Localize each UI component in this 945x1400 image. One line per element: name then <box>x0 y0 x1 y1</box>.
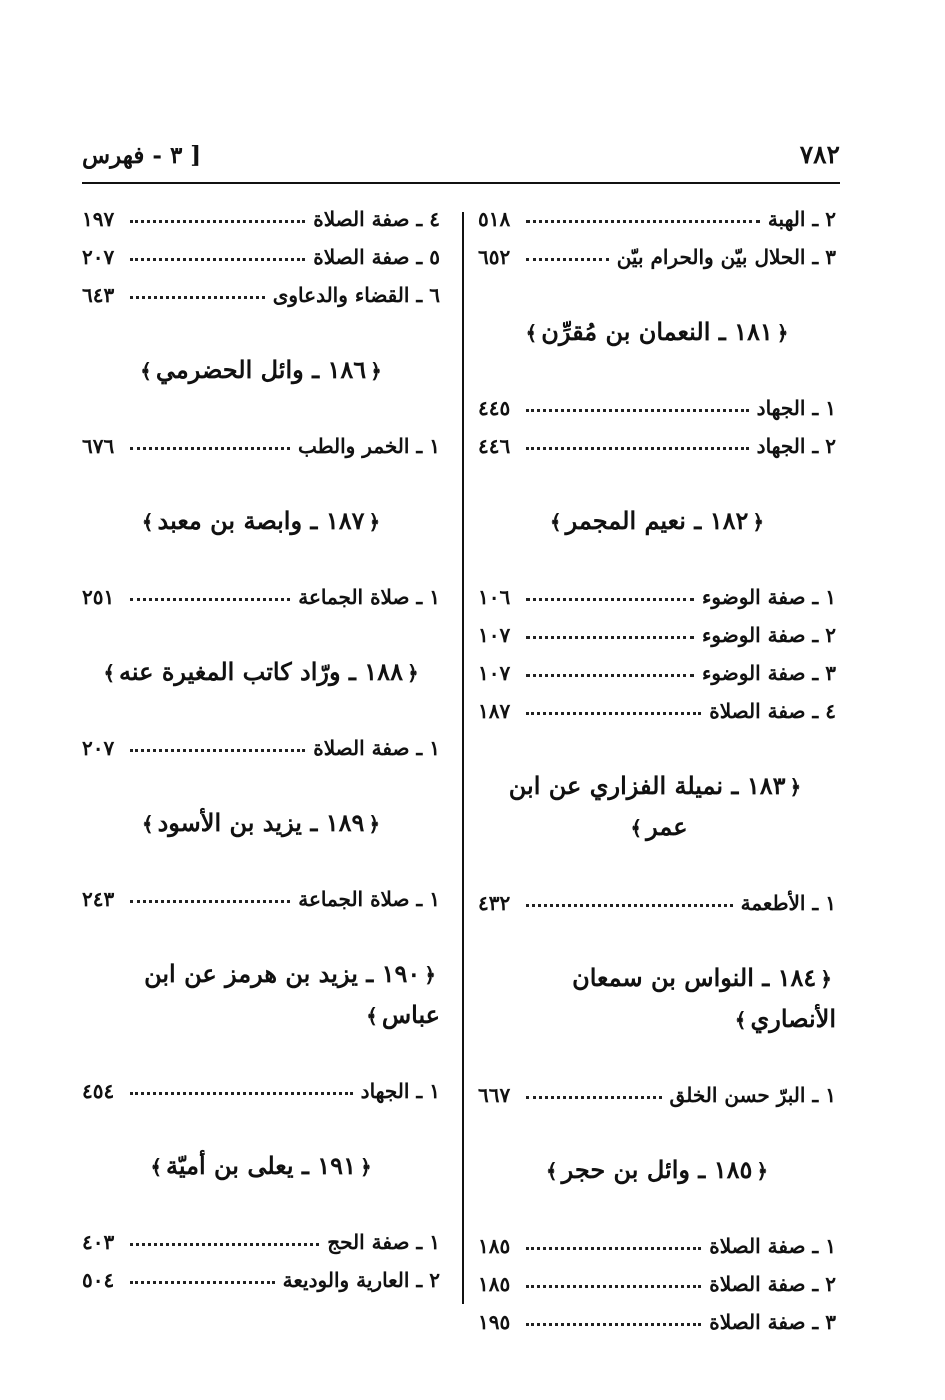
entry-page: ٦٧٦ <box>82 434 115 458</box>
entry-page: ١٩٥ <box>478 1310 511 1334</box>
leader-dots <box>130 256 305 261</box>
ornament-open: ﴿ <box>776 321 789 345</box>
ornament-close: ﴾ <box>545 1159 558 1183</box>
leader-dots <box>526 256 609 261</box>
index-entry <box>82 880 440 918</box>
ornament-open: ﴿ <box>370 359 382 383</box>
entry-label: ٣ ـ الحلال بيّن والحرام بيّن <box>616 245 836 269</box>
index-entry <box>478 1265 836 1303</box>
leader-dots <box>526 218 760 223</box>
index-column-right <box>478 200 836 1341</box>
heading-text: ١٩٠ ـ يزيد بن هرمز عن ابن عباس <box>144 959 440 1029</box>
ornament-open: ﴿ <box>368 812 381 836</box>
ornament-open: ﴿ <box>368 510 381 534</box>
section-heading <box>82 803 440 844</box>
entry-page: ٥١٨ <box>478 207 511 231</box>
entry-page: ٦٤٣ <box>82 283 115 307</box>
entry-label: ١ ـ صلاة الجماعة <box>298 887 440 911</box>
entry-page: ٤٣٢ <box>478 891 511 915</box>
entry-page: ٢٥١ <box>82 585 115 609</box>
section-heading <box>478 312 836 353</box>
column-divider <box>462 212 464 1304</box>
heading-text: ١٩١ ـ يعلى بن أميّة <box>166 1151 356 1180</box>
leader-dots <box>526 634 694 639</box>
entry-page: ١٨٧ <box>478 699 511 723</box>
index-entry <box>82 1223 440 1261</box>
entry-page: ١٨٥ <box>478 1234 511 1258</box>
entry-page: ٥٠٤ <box>82 1268 115 1292</box>
leader-dots <box>526 672 694 677</box>
entry-label: ١ ـ الجهاد <box>360 1079 440 1103</box>
entry-page: ١٨٥ <box>478 1272 511 1296</box>
index-entry <box>478 389 836 427</box>
ornament-open: ﴿ <box>424 963 436 987</box>
leader-dots <box>130 294 265 299</box>
entry-page: ١٠٧ <box>478 661 511 685</box>
entry-page: ٢٠٧ <box>82 736 115 760</box>
ornament-close: ﴾ <box>141 812 154 836</box>
leader-dots <box>130 1279 275 1284</box>
ornament-close: ﴾ <box>366 1004 378 1028</box>
entry-label: ٤ ـ صفة الصلاة <box>709 699 836 723</box>
entry-label: ١ ـ الأطعمة <box>740 891 836 915</box>
heading-text: ١٨٥ ـ وائل بن حجر <box>561 1155 753 1184</box>
ornament-close: ﴾ <box>630 816 643 840</box>
entry-page: ٤٤٦ <box>478 434 511 458</box>
section-heading <box>82 350 440 391</box>
ornament-open: ﴿ <box>359 1155 372 1179</box>
leader-dots <box>130 445 290 450</box>
heading-text: ١٨١ ـ النعمان بن مُقرِّن <box>541 317 773 346</box>
entry-page: ١٠٧ <box>478 623 511 647</box>
index-entry <box>82 578 440 616</box>
entry-page: ١٩٧ <box>82 207 115 231</box>
index-entry <box>82 238 440 276</box>
leader-dots <box>526 1245 701 1250</box>
ornament-close: ﴾ <box>525 321 538 345</box>
leader-dots <box>526 902 733 907</box>
ornament-open: ﴿ <box>789 775 802 799</box>
header-rule <box>82 182 840 184</box>
ornament-open: ﴿ <box>752 510 765 534</box>
heading-text: ١٨٨ ـ ورّاد كاتب المغيرة عنه <box>119 657 403 686</box>
index-entry <box>82 729 440 767</box>
index-entry <box>478 427 836 465</box>
index-entry <box>82 427 440 465</box>
ornament-close: ﴾ <box>140 359 152 383</box>
leader-dots <box>526 1321 701 1326</box>
entry-page: ٤٤٥ <box>478 396 511 420</box>
entry-label: ٣ ـ صفة الوضوء <box>701 661 836 685</box>
entry-label: ١ ـ البرّ حسن الخلق <box>669 1083 836 1107</box>
index-entry <box>478 884 836 922</box>
leader-dots <box>130 1241 319 1246</box>
entry-label: ١ ـ الجهاد <box>756 396 836 420</box>
entry-label: ٢ ـ صفة الوضوء <box>701 623 836 647</box>
heading-text: ١٨٧ ـ وابصة بن معبد <box>157 506 365 535</box>
entry-label: ٣ ـ صفة الصلاة <box>709 1310 836 1334</box>
leader-dots <box>130 747 305 752</box>
entry-label: ٢ ـ الهبة <box>767 207 836 231</box>
running-title: [ ٣ - فهرس <box>82 142 202 169</box>
section-heading <box>478 958 836 1040</box>
entry-label: ٢ ـ الجهاد <box>756 434 836 458</box>
section-heading <box>82 501 440 542</box>
index-entry <box>478 238 836 276</box>
entry-label: ١ ـ صفة الصلاة <box>709 1234 836 1258</box>
leader-dots <box>130 596 290 601</box>
section-heading <box>82 1146 440 1187</box>
entry-label: ١ ـ صفة الحج <box>327 1230 440 1254</box>
page-number: ٧٨٢ <box>799 140 840 169</box>
entry-page: ٢٠٧ <box>82 245 115 269</box>
entry-label: ٥ ـ صفة الصلاة <box>313 245 440 269</box>
index-entry <box>478 654 836 692</box>
entry-label: ٤ ـ صفة الصلاة <box>313 207 440 231</box>
index-entry <box>478 578 836 616</box>
index-entry <box>82 200 440 238</box>
ornament-close: ﴾ <box>549 510 562 534</box>
heading-text: ١٨٦ ـ وائل الحضرمي <box>155 355 367 384</box>
ornament-close: ﴾ <box>150 1155 163 1179</box>
leader-dots <box>526 710 701 715</box>
entry-page: ١٠٦ <box>478 585 511 609</box>
index-entry <box>82 1072 440 1110</box>
entry-label: ٦ ـ القضاء والدعاوى <box>272 283 440 307</box>
index-entry <box>478 200 836 238</box>
leader-dots <box>130 218 305 223</box>
entry-label: ١ ـ الخمر والطب <box>297 434 440 458</box>
index-entry <box>478 1303 836 1341</box>
index-entry <box>478 616 836 654</box>
leader-dots <box>130 1090 353 1095</box>
heading-text: ١٨٩ ـ يزيد بن الأسود <box>157 808 365 837</box>
entry-page: ٤٠٣ <box>82 1230 115 1254</box>
leader-dots <box>526 1094 662 1099</box>
entry-page: ٢٤٣ <box>82 887 115 911</box>
page-header <box>82 140 840 174</box>
entry-page: ٦٥٢ <box>478 245 511 269</box>
section-heading <box>82 652 440 693</box>
entry-label: ١ ـ صفة الصلاة <box>313 736 440 760</box>
section-heading <box>478 501 836 542</box>
section-heading <box>478 766 836 848</box>
entry-page: ٦٦٧ <box>478 1083 511 1107</box>
leader-dots <box>526 445 749 450</box>
section-heading <box>478 1150 836 1191</box>
index-column-left <box>82 200 440 1299</box>
leader-dots <box>526 1283 701 1288</box>
heading-text: ١٨٢ ـ نعيم المجمر <box>565 506 749 535</box>
ornament-open: ﴿ <box>820 967 832 991</box>
index-entry <box>82 1261 440 1299</box>
index-entry <box>478 1076 836 1114</box>
ornament-close: ﴾ <box>141 510 154 534</box>
index-entry <box>478 692 836 730</box>
ornament-close: ﴾ <box>103 661 116 685</box>
entry-page: ٤٥٤ <box>82 1079 115 1103</box>
entry-label: ٢ ـ العارية والوديعة <box>282 1268 440 1292</box>
section-heading <box>82 954 440 1036</box>
ornament-open: ﴿ <box>406 661 419 685</box>
entry-label: ١ ـ صفة الوضوء <box>701 585 836 609</box>
ornament-open: ﴿ <box>756 1159 769 1183</box>
ornament-close: ﴾ <box>734 1008 747 1032</box>
leader-dots <box>526 596 694 601</box>
heading-text: ١٨٤ ـ النواس بن سمعان الأنصاري <box>572 963 836 1033</box>
entry-label: ٢ ـ صفة الصلاة <box>709 1272 836 1296</box>
index-entry <box>478 1227 836 1265</box>
heading-text: ١٨٣ ـ نميلة الفزاري عن ابن عمر <box>508 771 786 841</box>
entry-label: ١ ـ صلاة الجماعة <box>298 585 440 609</box>
leader-dots <box>130 898 290 903</box>
leader-dots <box>526 407 749 412</box>
index-entry <box>82 276 440 314</box>
